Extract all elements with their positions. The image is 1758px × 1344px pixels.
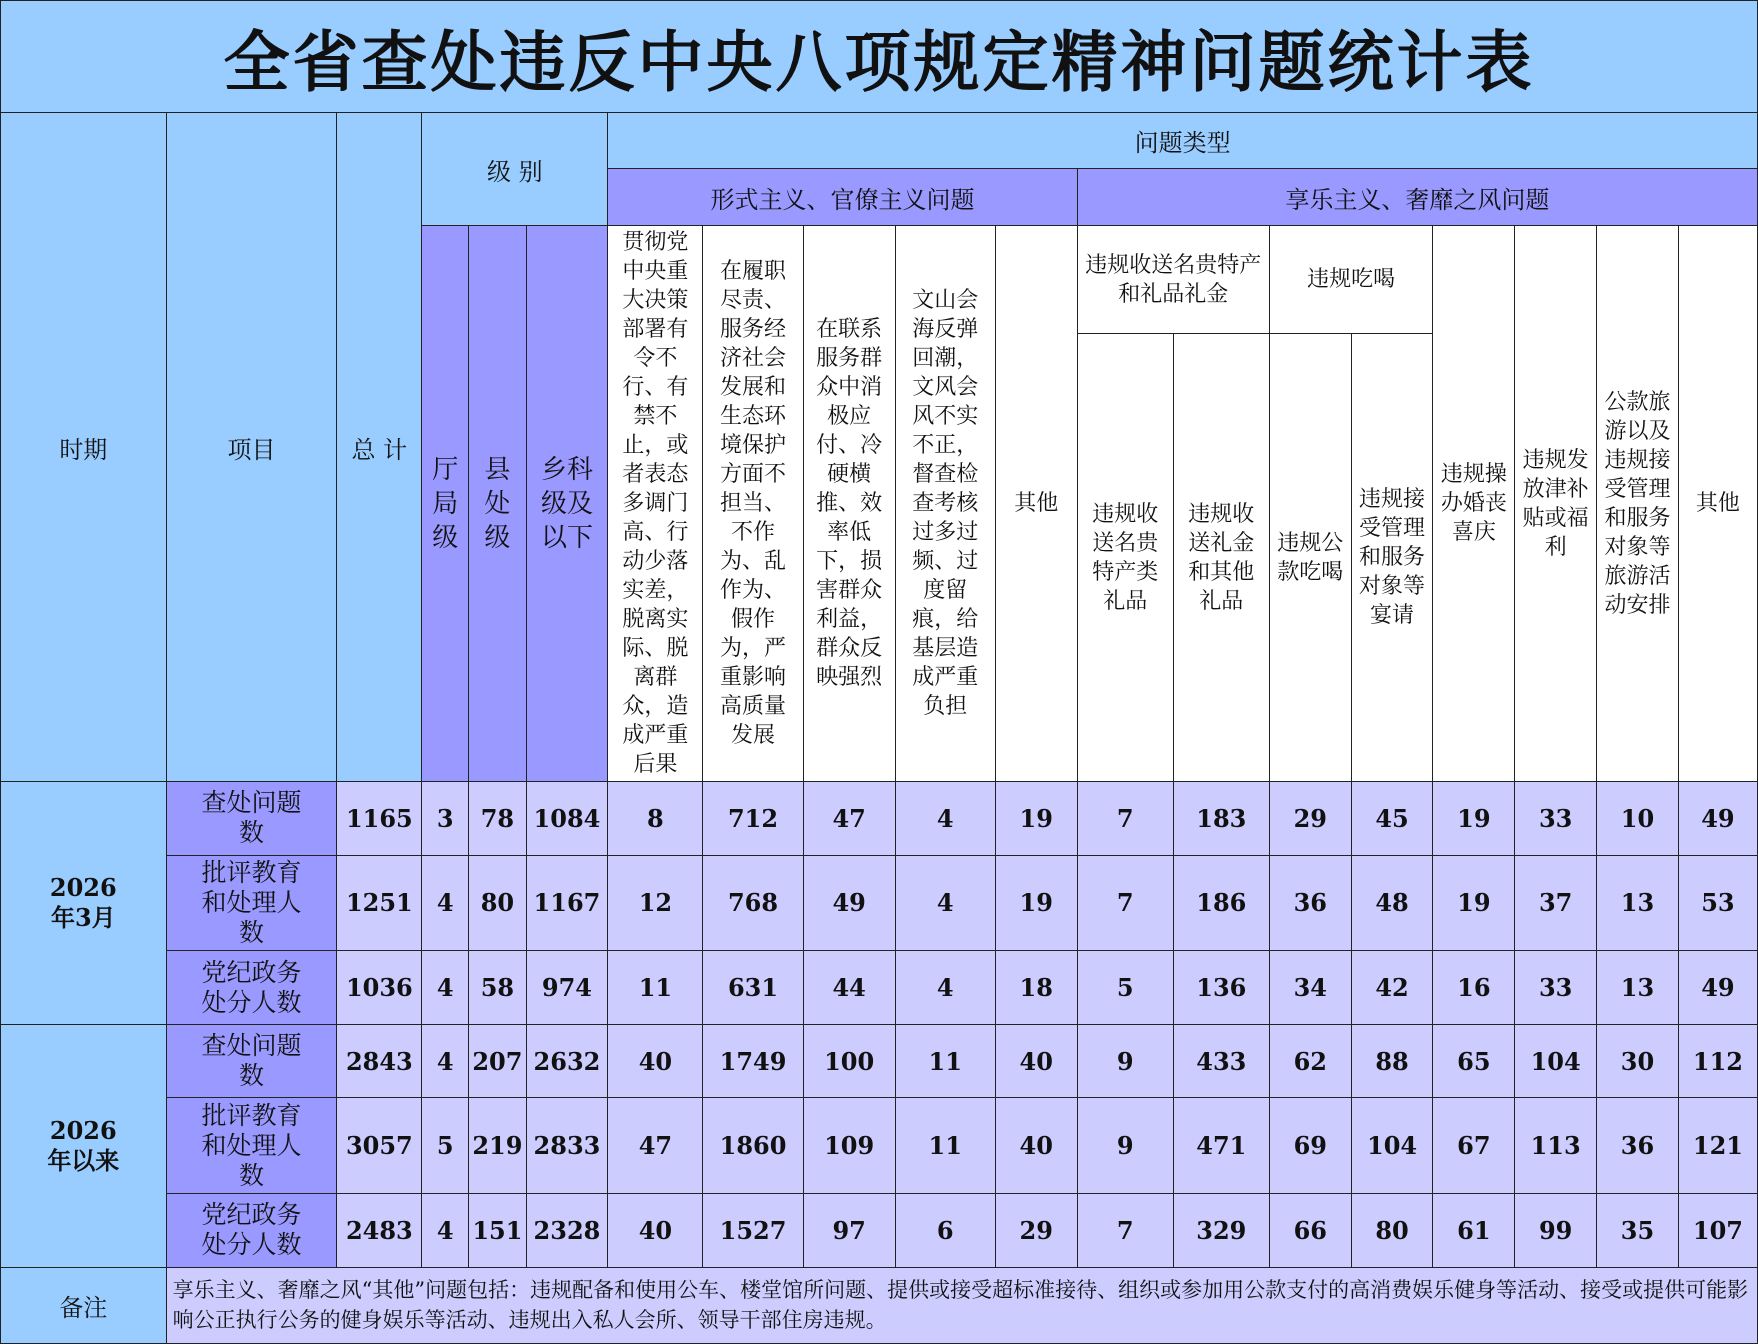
data-cell: 433 (1173, 1024, 1269, 1098)
data-cell: 19 (995, 855, 1077, 951)
data-cell: 2328 (526, 1194, 608, 1268)
data-cell: 4 (895, 951, 995, 1025)
header-dining-public-text: 违规公款吃喝 (1277, 530, 1344, 585)
data-cell: 40 (995, 1098, 1077, 1194)
data-cell: 34 (1269, 951, 1351, 1025)
data-cell: 1527 (703, 1194, 803, 1268)
data-cell: 104 (1515, 1024, 1597, 1098)
header-level-county-text: 县处级 (484, 454, 511, 553)
data-cell: 183 (1173, 782, 1269, 856)
data-cell: 69 (1269, 1098, 1351, 1194)
data-cell: 4 (895, 782, 995, 856)
data-cell: 58 (469, 951, 526, 1025)
row-label (166, 1194, 337, 1268)
data-cell: 3 (422, 782, 469, 856)
data-cell: 30 (1597, 1024, 1679, 1098)
data-cell: 471 (1173, 1098, 1269, 1194)
data-cell: 47 (608, 1098, 703, 1194)
table-row (1, 1194, 1758, 1268)
data-cell: 1251 (337, 855, 422, 951)
data-cell: 40 (608, 1194, 703, 1268)
row-label (166, 1024, 337, 1098)
data-cell: 45 (1351, 782, 1433, 856)
data-cell: 11 (608, 951, 703, 1025)
table-data-body (1, 782, 1758, 1268)
data-cell: 5 (1077, 951, 1173, 1025)
header-gift-group: 违规收送名贵特产和礼品礼金 (1077, 226, 1269, 334)
header-formalism-col-2 (703, 226, 803, 782)
header-hedonism: 享乐主义、奢靡之风问题 (1077, 169, 1757, 226)
header-formalism-col-2-text: 在履职尽责、服务经济社会发展和生态环境保护方面不担当、不作为、乱作为、假作为，严重影响高质量发展 (720, 259, 787, 748)
data-cell: 42 (1351, 951, 1433, 1025)
row-label (166, 855, 337, 951)
data-cell: 49 (803, 855, 895, 951)
row-label-text: 批评教育和处理人数 (201, 857, 302, 947)
data-cell: 47 (803, 782, 895, 856)
data-cell: 219 (469, 1098, 526, 1194)
header-level-bureau-text: 厅局级 (432, 454, 459, 553)
data-cell: 4 (422, 1194, 469, 1268)
data-cell: 107 (1678, 1194, 1757, 1268)
header-tourism (1597, 226, 1679, 782)
header-problem-type: 问题类型 (608, 113, 1758, 169)
header-period: 时期 (1, 113, 167, 782)
data-cell: 66 (1269, 1194, 1351, 1268)
data-cell: 88 (1351, 1024, 1433, 1098)
note-text: 享乐主义、奢靡之风“其他”问题包括：违规配备和使用公车、楼堂馆所问题、提供或接受超标准接待、组织或参加用公款支付的高消费娱乐健身等活动、接受或提供可能影响公正执行公务的健身娱乐等活动、违规出入私人会所、领导干部住房违规。 (166, 1267, 1757, 1344)
header-level-bureau (422, 226, 469, 782)
header-tourism-text: 公款旅游以及违规接受管理和服务对象等旅游活动安排 (1604, 389, 1671, 618)
data-cell: 4 (895, 855, 995, 951)
header-formalism-col-3-text: 在联系服务群众中消极应付、冷硬横推、效率低下，损害群众利益，群众反映强烈 (816, 317, 883, 690)
header-gift-local-products-text: 违规收送名贵特产类礼品 (1092, 501, 1159, 614)
header-wedding-funeral-text: 违规操办婚丧喜庆 (1440, 462, 1507, 545)
data-cell: 40 (608, 1024, 703, 1098)
data-cell: 1165 (337, 782, 422, 856)
data-cell: 151 (469, 1194, 526, 1268)
header-dining-banquet (1351, 334, 1433, 782)
data-cell: 2843 (337, 1024, 422, 1098)
data-cell: 19 (995, 782, 1077, 856)
data-cell: 80 (469, 855, 526, 951)
data-cell: 37 (1515, 855, 1597, 951)
data-cell: 8 (608, 782, 703, 856)
data-cell: 768 (703, 855, 803, 951)
data-cell: 9 (1077, 1024, 1173, 1098)
header-formalism-col-3 (803, 226, 895, 782)
row-label-text: 党纪政务处分人数 (201, 957, 302, 1017)
data-cell: 33 (1515, 782, 1597, 856)
data-cell: 10 (1597, 782, 1679, 856)
header-formalism-other: 其他 (995, 226, 1077, 782)
data-cell: 712 (703, 782, 803, 856)
data-cell: 16 (1433, 951, 1515, 1025)
header-gift-cash (1173, 334, 1269, 782)
data-cell: 207 (469, 1024, 526, 1098)
table-row (1, 855, 1758, 951)
row-label (166, 1098, 337, 1194)
data-cell: 6 (895, 1194, 995, 1268)
header-subsidy (1515, 226, 1597, 782)
data-cell: 974 (526, 951, 608, 1025)
header-dining-public (1269, 334, 1351, 782)
header-formalism-col-1 (608, 226, 703, 782)
row-label-text: 党纪政务处分人数 (201, 1200, 302, 1260)
header-level-township-text: 乡科级及以下 (540, 454, 593, 553)
data-cell: 65 (1433, 1024, 1515, 1098)
data-cell: 1036 (337, 951, 422, 1025)
data-cell: 99 (1515, 1194, 1597, 1268)
data-cell: 4 (422, 951, 469, 1025)
data-cell: 1749 (703, 1024, 803, 1098)
data-cell: 3057 (337, 1098, 422, 1194)
header-gift-cash-text: 违规收送礼金和其他礼品 (1188, 501, 1255, 614)
header-formalism: 形式主义、官僚主义问题 (608, 169, 1077, 226)
row-label-text: 批评教育和处理人数 (201, 1100, 302, 1190)
data-cell: 36 (1269, 855, 1351, 951)
data-cell: 13 (1597, 855, 1679, 951)
data-cell: 2833 (526, 1098, 608, 1194)
data-cell: 13 (1597, 951, 1679, 1025)
header-total: 总 计 (337, 113, 422, 782)
row-label-text: 查处问题数 (201, 1031, 302, 1091)
data-cell: 112 (1678, 1024, 1757, 1098)
data-cell: 19 (1433, 782, 1515, 856)
data-cell: 104 (1351, 1098, 1433, 1194)
data-cell: 61 (1433, 1194, 1515, 1268)
data-cell: 53 (1678, 855, 1757, 951)
data-cell: 7 (1077, 855, 1173, 951)
data-cell: 1860 (703, 1098, 803, 1194)
data-cell: 11 (895, 1024, 995, 1098)
data-cell: 5 (422, 1098, 469, 1194)
data-cell: 48 (1351, 855, 1433, 951)
data-cell: 100 (803, 1024, 895, 1098)
row-label (166, 951, 337, 1025)
table-title: 全省查处违反中央八项规定精神问题统计表 (1, 1, 1758, 113)
header-gift-local-products (1077, 334, 1173, 782)
data-cell: 80 (1351, 1194, 1433, 1268)
header-level: 级 别 (422, 113, 608, 226)
data-cell: 18 (995, 951, 1077, 1025)
data-cell: 44 (803, 951, 895, 1025)
data-cell: 12 (608, 855, 703, 951)
data-cell: 9 (1077, 1098, 1173, 1194)
header-formalism-col-1-text: 贯彻党中央重大决策部署有令不行、有禁不止，或者表态多调门高、行动少落实差，脱离实际、脱离群众，造成严重后果 (622, 230, 689, 777)
data-cell: 33 (1515, 951, 1597, 1025)
data-cell: 35 (1597, 1194, 1679, 1268)
data-cell: 49 (1678, 782, 1757, 856)
data-cell: 29 (1269, 782, 1351, 856)
header-subsidy-text: 违规发放津补贴或福利 (1522, 447, 1589, 560)
period-label-text: 2026年以来 (47, 1115, 120, 1175)
period-label-text: 2026年3月 (49, 872, 117, 932)
table-row (1, 1098, 1758, 1194)
table-row (1, 1024, 1758, 1098)
data-cell: 109 (803, 1098, 895, 1194)
data-cell: 2483 (337, 1194, 422, 1268)
data-cell: 4 (422, 855, 469, 951)
header-formalism-col-4-text: 文山会海反弹回潮，文风会风不实不正，督查检查考核过多过频、过度留痕，给基层造成严重负担 (912, 288, 979, 719)
data-cell: 136 (1173, 951, 1269, 1025)
data-cell: 631 (703, 951, 803, 1025)
data-cell: 2632 (526, 1024, 608, 1098)
data-cell: 36 (1597, 1098, 1679, 1194)
data-cell: 11 (895, 1098, 995, 1194)
header-item: 项目 (166, 113, 337, 782)
table-row (1, 782, 1758, 856)
data-cell: 97 (803, 1194, 895, 1268)
period-label (1, 1024, 167, 1267)
table-row (1, 951, 1758, 1025)
header-level-county (469, 226, 526, 782)
data-cell: 29 (995, 1194, 1077, 1268)
header-dining-banquet-text: 违规接受管理和服务对象等宴请 (1359, 487, 1426, 629)
data-cell: 1167 (526, 855, 608, 951)
data-cell: 67 (1433, 1098, 1515, 1194)
data-cell: 121 (1678, 1098, 1757, 1194)
data-cell: 1084 (526, 782, 608, 856)
row-label (166, 782, 337, 856)
data-cell: 186 (1173, 855, 1269, 951)
row-label-text: 查处问题数 (201, 788, 302, 848)
data-cell: 329 (1173, 1194, 1269, 1268)
data-cell: 40 (995, 1024, 1077, 1098)
header-dining-group: 违规吃喝 (1269, 226, 1433, 334)
header-formalism-col-4 (895, 226, 995, 782)
data-cell: 62 (1269, 1024, 1351, 1098)
data-cell: 4 (422, 1024, 469, 1098)
data-cell: 78 (469, 782, 526, 856)
data-cell: 113 (1515, 1098, 1597, 1194)
header-level-township (526, 226, 608, 782)
header-hedonism-other: 其他 (1678, 226, 1757, 782)
data-cell: 7 (1077, 782, 1173, 856)
period-label (1, 782, 167, 1025)
header-wedding-funeral (1433, 226, 1515, 782)
note-label: 备注 (1, 1267, 167, 1344)
data-cell: 49 (1678, 951, 1757, 1025)
data-cell: 19 (1433, 855, 1515, 951)
data-cell: 7 (1077, 1194, 1173, 1268)
